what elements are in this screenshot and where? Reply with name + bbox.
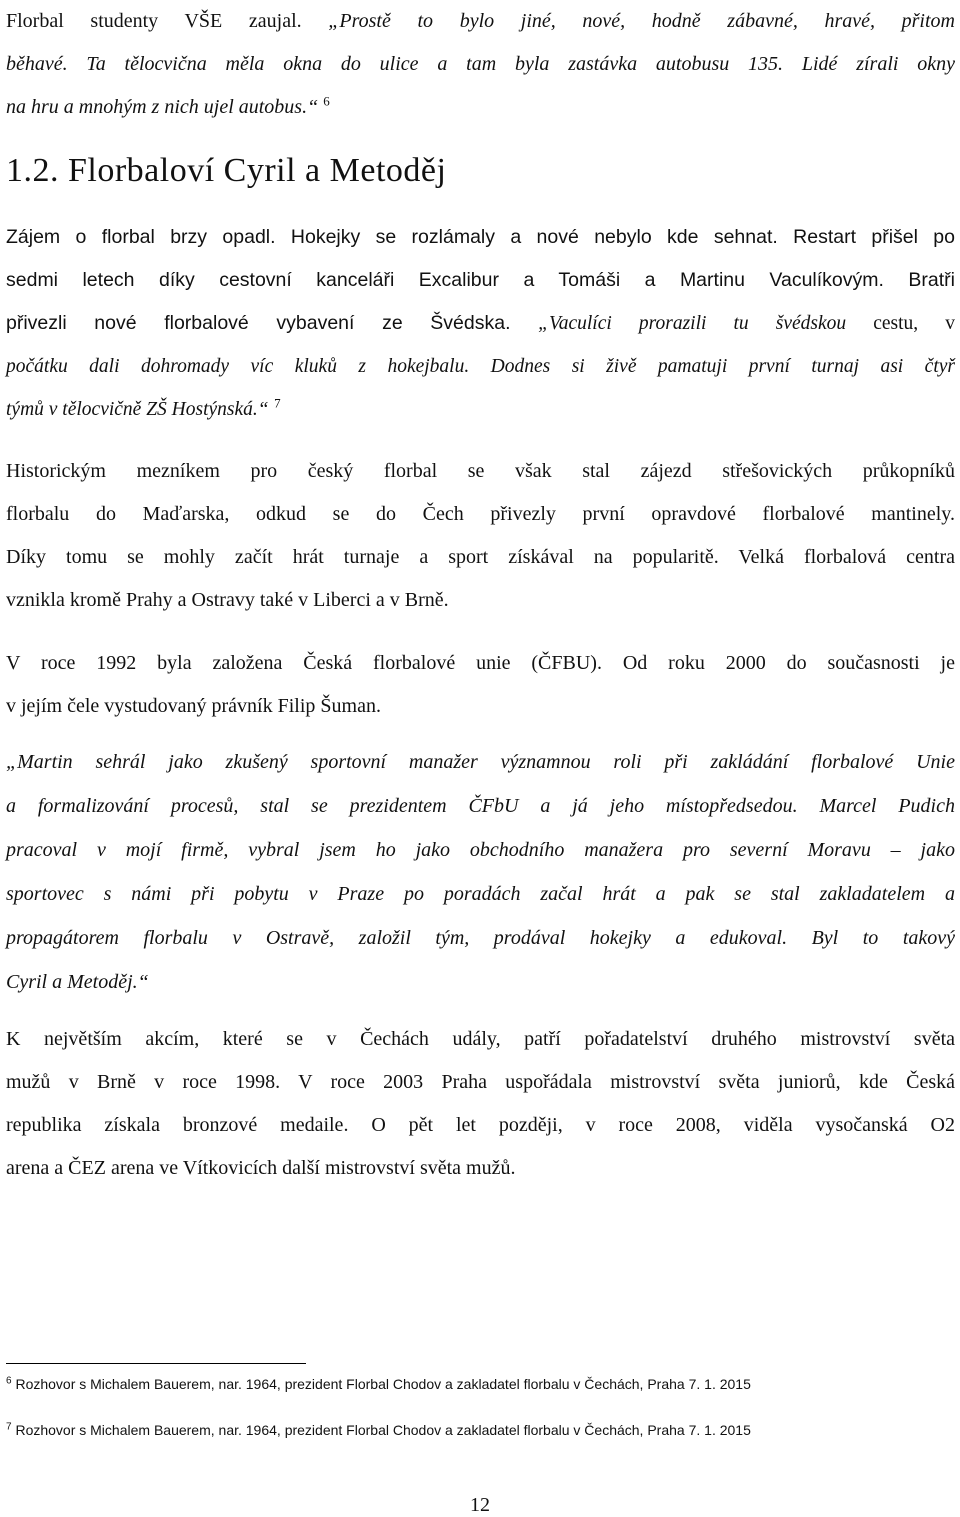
text-line: mužů v Brně v roce 1998. V roce 2003 Praha uspořádala mistrovství světa juniorů, kde Česká <box>6 1071 955 1093</box>
paragraph-quote <box>6 740 955 1004</box>
quote-line: a formalizování procesů, stal se prezidentem ČFbU a já jeho místopředsedou. Marcel Pudich <box>6 795 955 817</box>
text-line: Zájem o florbal brzy opadl. Hokejky se rozlámaly a nové nebylo kde sehnat. Restart přišel po <box>6 226 955 248</box>
text-line: vznikla kromě Prahy a Ostravy také v Liberci a v Brně. <box>6 589 449 611</box>
quote-line: Cyril a Metoděj.“ <box>6 971 149 993</box>
footnote-text: Rozhovor s Michalem Bauerem, nar. 1964, prezident Florbal Chodov a zakladatel florbalu v Čechách, Praha 7. 1. 2015 <box>11 1422 751 1438</box>
text-line: sedmi letech díky cestovní kanceláři Excalibur a Tomáši a Martinu Vaculíkovým. Bratři <box>6 269 955 291</box>
quote-line: počátku dali dohromady víc kluků z hokejbalu. Dodnes si živě pamatuji první turnaj asi čtyř <box>6 356 955 377</box>
text-line: v jejím čele vystudovaný právník Filip Šuman. <box>6 695 381 717</box>
text-line: republika získala bronzové medaile. O pět let později, v roce 2008, viděla vysočanská O2 <box>6 1114 955 1136</box>
quote-line: „Martin sehrál jako zkušený sportovní manažer významnou roli při zakládání florbalové Unie <box>6 751 955 773</box>
text-line <box>6 388 955 431</box>
quote-line: sportovec s námi při pobytu v Praze po poradách začal hrát a pak se stal zakladatelem a <box>6 883 955 905</box>
footnote <box>6 1422 751 1438</box>
quote-text: „Prostě to bylo jiné, nové, hodně zábavné, hravé, přitom <box>328 10 955 32</box>
quote-text: „Vaculíci prorazili tu švédskou <box>538 313 847 334</box>
page-number: 12 <box>470 1494 490 1516</box>
paragraph-events <box>6 1018 955 1190</box>
text-line: Florbal studenty VŠE zaujal. „Prostě to bylo jiné, nové, hodně zábavné, hravé, přitom <box>6 10 955 32</box>
paragraph-cfbu <box>6 642 955 728</box>
text-line: V roce 1992 byla založena Česká florbalové unie (ČFBU). Od roku 2000 do současnosti je <box>6 652 955 674</box>
text-line: přivezli nové florbalové vybavení ze Švédska. „Vaculíci prorazili tu švédskou cestu, v <box>6 312 955 334</box>
footnote-text: Rozhovor s Michalem Bauerem, nar. 1964, prezident Florbal Chodov a zakladatel florbalu v Čechách, Praha 7. 1. 2015 <box>11 1376 751 1392</box>
paragraph-intro <box>6 0 955 129</box>
footnote <box>6 1376 751 1392</box>
quote-line: propagátorem florbalu v Ostravě, založil tým, prodával hokejky a edukoval. Byl to takový <box>6 927 955 949</box>
text-line: K největším akcím, které se v Čechách udály, patří pořadatelství druhého mistrovství světa <box>6 1028 955 1050</box>
footnote-ref: 6 <box>323 93 330 109</box>
quote-line: pracoval v mojí firmě, vybral jsem ho jako obchodního manažera pro severní Moravu – jako <box>6 839 955 861</box>
text-line: arena a ČEZ arena ve Vítkovicích další mistrovství světa mužů. <box>6 1157 516 1179</box>
footnote-separator <box>6 1363 306 1364</box>
quote-text: na hru a mnohým z nich ujel autobus.“ <box>6 96 319 118</box>
footnote-number: 7 <box>6 1421 12 1433</box>
footnote-ref: 7 <box>274 395 281 411</box>
paragraph-history <box>6 450 955 622</box>
quote-text: týmů v tělocvičně ZŠ Hostýnská.“ <box>6 399 269 420</box>
text-line: Díky tomu se mohly začít hrát turnaje a sport získával na popularitě. Velká florbalová centra <box>6 546 955 568</box>
text-line: Historickým mezníkem pro český florbal se však stal zájezd střešovických průkopníků <box>6 460 955 482</box>
text-line <box>6 86 955 129</box>
paragraph-restart <box>6 216 955 431</box>
section-heading: 1.2. Florbaloví Cyril a Metoděj <box>6 152 447 189</box>
quote-line: běhavé. Ta tělocvična měla okna do ulice a tam byla zastávka autobusu 135. Lidé zírali okny <box>6 53 955 75</box>
footnote-number: 6 <box>6 1375 12 1387</box>
text-line: florbalu do Maďarska, odkud se do Čech přivezly první opravdové florbalové mantinely. <box>6 503 955 525</box>
